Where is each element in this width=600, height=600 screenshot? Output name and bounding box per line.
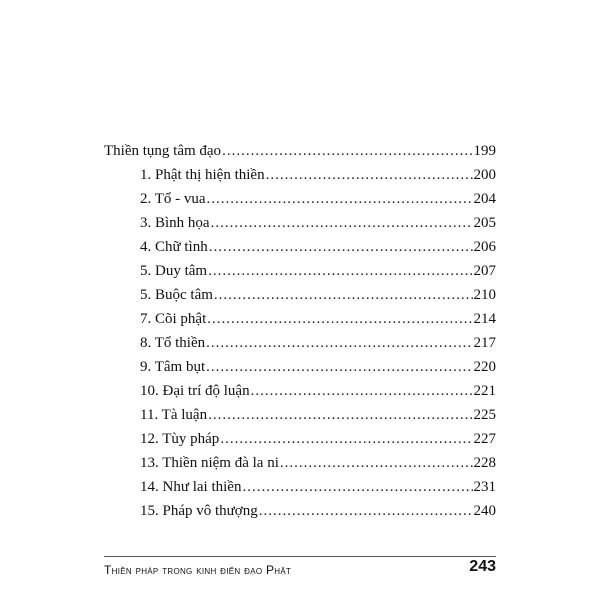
toc-entry-label: 7. Cõi phật xyxy=(140,311,207,327)
dot-leader xyxy=(251,380,473,402)
toc-entry-page: 214 xyxy=(473,311,496,327)
toc-entry xyxy=(140,452,496,474)
toc-entry xyxy=(140,260,496,282)
toc-entry-label: 13. Thiền niệm đà la ni xyxy=(140,455,279,471)
toc-entry-page: 206 xyxy=(473,239,496,255)
toc-entry-label: 4. Chữ tình xyxy=(140,239,208,255)
toc-entry xyxy=(140,404,496,426)
toc-entry xyxy=(140,356,496,378)
toc-entry-label: 12. Tùy pháp xyxy=(140,431,220,447)
toc-entry-page: 240 xyxy=(473,503,496,519)
toc-entry-label: 9. Tâm bụt xyxy=(140,359,206,375)
dot-leader xyxy=(206,356,472,378)
toc-entry-label: 1. Phật thị hiện thiền xyxy=(140,167,265,183)
toc-entry-label: 10. Đại trí độ luận xyxy=(140,383,250,399)
toc-entry-label: 14. Như lai thiền xyxy=(140,479,242,495)
toc-entry-page: 231 xyxy=(473,479,496,495)
toc-entry-page: 225 xyxy=(473,407,496,423)
toc-entry xyxy=(140,428,496,450)
toc-entry-label: 8. Tổ thiền xyxy=(140,335,206,351)
toc-entry-label: 2. Tổ - vua xyxy=(140,191,206,207)
toc-entry xyxy=(140,212,496,234)
toc-entry xyxy=(140,164,496,186)
toc-entry-page: 210 xyxy=(473,287,496,303)
dot-leader xyxy=(242,476,472,498)
toc-entry-label: 5. Buộc tâm xyxy=(140,287,213,303)
footer-divider xyxy=(104,556,496,557)
toc-entry xyxy=(140,500,496,522)
toc-entry-page: 200 xyxy=(473,167,496,183)
dot-leader xyxy=(206,332,472,354)
toc-entry-page: 204 xyxy=(473,191,496,207)
dot-leader xyxy=(259,500,473,522)
toc-entry-page: 221 xyxy=(473,383,496,399)
dot-leader xyxy=(209,236,473,258)
toc-entry-label: Thiền tụng tâm đạo xyxy=(104,143,222,159)
toc-entry-label: 3. Bình họa xyxy=(140,215,210,231)
toc-entry-label: 15. Pháp vô thượng xyxy=(140,503,258,519)
toc-section-heading xyxy=(104,140,496,162)
toc-entry xyxy=(140,188,496,210)
toc-entry-page: 220 xyxy=(473,359,496,375)
toc-entry xyxy=(140,380,496,402)
toc-entry-page: 205 xyxy=(473,215,496,231)
toc-entry-label: 5. Duy tâm xyxy=(140,263,208,279)
running-footer-title: Thiền pháp trong kinh điển đạo Phật xyxy=(104,563,292,577)
toc-entry-label: 11. Tà luận xyxy=(140,407,208,423)
dot-leader xyxy=(207,308,472,330)
page-number: 243 xyxy=(469,558,496,575)
dot-leader xyxy=(214,284,473,306)
toc-entry xyxy=(140,236,496,258)
toc-entry-page: 207 xyxy=(473,263,496,279)
toc-entry xyxy=(140,332,496,354)
toc-entry xyxy=(140,308,496,330)
dot-leader xyxy=(266,164,473,186)
toc-entry xyxy=(140,476,496,498)
dot-leader xyxy=(208,404,472,426)
toc-entry-page: 199 xyxy=(473,143,496,159)
dot-leader xyxy=(207,188,473,210)
toc-entry-page: 228 xyxy=(473,455,496,471)
dot-leader xyxy=(211,212,473,234)
toc-entry-page: 227 xyxy=(473,431,496,447)
toc-entry-page: 217 xyxy=(473,335,496,351)
dot-leader xyxy=(280,452,473,474)
dot-leader xyxy=(208,260,472,282)
dot-leader xyxy=(222,140,472,162)
toc-entry xyxy=(140,284,496,306)
dot-leader xyxy=(220,428,472,450)
